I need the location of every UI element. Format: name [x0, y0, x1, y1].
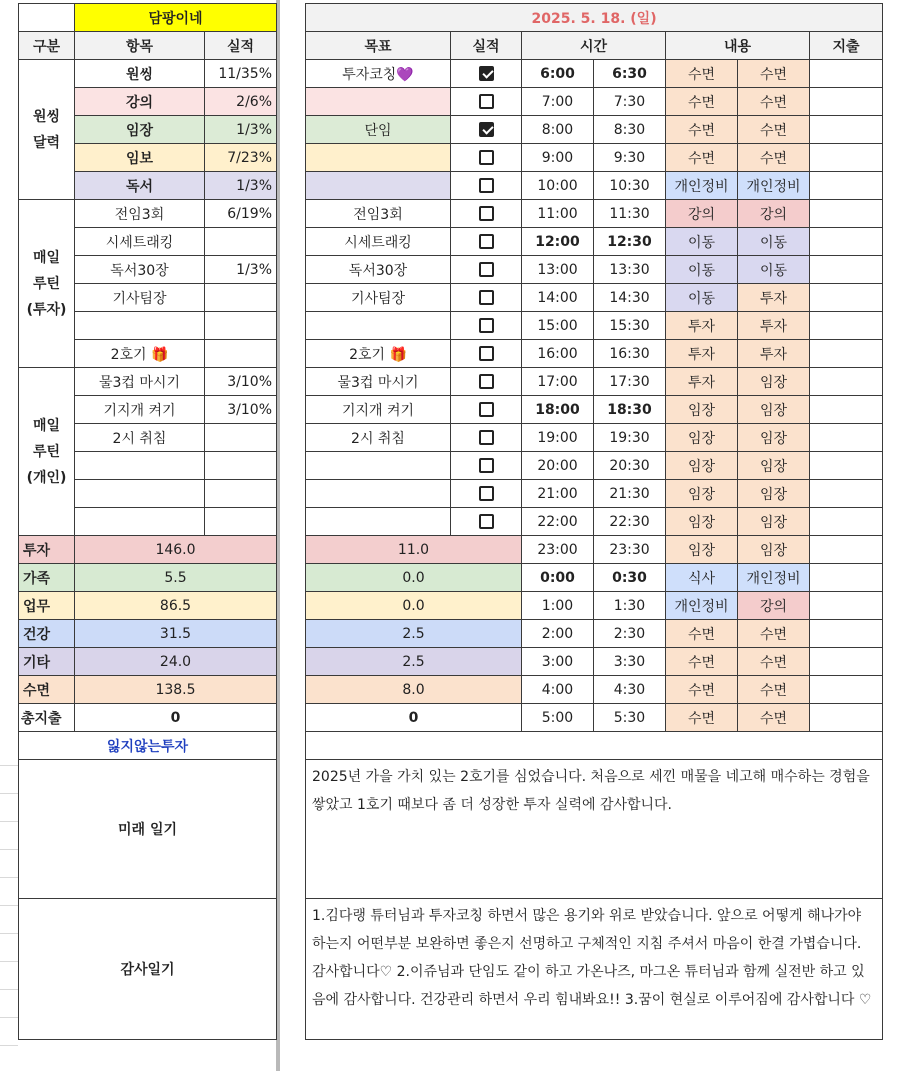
content-cell[interactable]: 개인정비 [738, 172, 810, 200]
item-cell[interactable] [75, 480, 205, 508]
end-time-cell[interactable]: 22:30 [594, 508, 666, 536]
result-cell[interactable] [205, 340, 277, 368]
goal-cell[interactable]: 기지개 켜기 [306, 396, 451, 424]
cell-blank[interactable] [19, 4, 75, 32]
content-cell[interactable]: 임장 [738, 508, 810, 536]
end-time-cell[interactable]: 8:30 [594, 116, 666, 144]
expense-cell[interactable] [810, 228, 883, 256]
schedule-row [306, 704, 883, 732]
start-time-cell[interactable]: 11:00 [522, 200, 594, 228]
result-cell[interactable]: 1/3% [205, 172, 277, 200]
content-cell[interactable]: 개인정비 [666, 172, 738, 200]
item-cell[interactable]: 기지개 켜기 [75, 396, 205, 424]
expense-cell[interactable] [810, 116, 883, 144]
result-cell[interactable]: 1/3% [205, 256, 277, 284]
end-time-cell[interactable]: 19:30 [594, 424, 666, 452]
schedule-row [306, 508, 883, 536]
empty-checkbox[interactable] [479, 206, 494, 221]
end-time-cell[interactable]: 15:30 [594, 312, 666, 340]
header-goal[interactable]: 목표 [306, 32, 451, 60]
content-cell[interactable]: 투자 [666, 368, 738, 396]
start-time-cell[interactable]: 22:00 [522, 508, 594, 536]
header-result[interactable]: 실적 [205, 32, 277, 60]
expense-cell[interactable] [810, 172, 883, 200]
item-cell[interactable]: 독서30장 [75, 256, 205, 284]
start-time-cell[interactable]: 1:00 [522, 592, 594, 620]
goal-cell[interactable] [306, 144, 451, 172]
content-cell[interactable]: 수면 [666, 116, 738, 144]
schedule-row [306, 60, 883, 88]
start-time-cell[interactable]: 4:00 [522, 676, 594, 704]
total-label-etc[interactable]: 기타 [19, 648, 75, 676]
total-value-invest[interactable]: 146.0 [75, 536, 277, 564]
expense-cell[interactable] [810, 452, 883, 480]
schedule-row [306, 536, 883, 564]
schedule-row [306, 564, 883, 592]
done-cell[interactable] [451, 172, 522, 200]
item-cell[interactable] [75, 452, 205, 480]
end-time-cell[interactable]: 11:30 [594, 200, 666, 228]
category-label: 매일 루틴 (개인) [26, 417, 67, 486]
start-time-cell[interactable]: 0:00 [522, 564, 594, 592]
goal-cell[interactable] [306, 452, 451, 480]
item-cell[interactable]: 임장 [75, 116, 205, 144]
total-label-family[interactable]: 가족 [19, 564, 75, 592]
expense-cell[interactable] [810, 536, 883, 564]
start-time-cell[interactable]: 13:00 [522, 256, 594, 284]
expense-cell[interactable] [810, 592, 883, 620]
total-label-health[interactable]: 건강 [19, 620, 75, 648]
future-diary-label[interactable]: 미래 일기 [19, 760, 277, 899]
goal-cell[interactable]: 독서30장 [306, 256, 451, 284]
content-cell[interactable]: 임장 [738, 452, 810, 480]
end-time-cell[interactable]: 6:30 [594, 60, 666, 88]
end-time-cell[interactable]: 16:30 [594, 340, 666, 368]
category-total-cell[interactable]: 2.5 [306, 620, 522, 648]
content-cell[interactable]: 수면 [738, 704, 810, 732]
content-cell[interactable]: 임장 [738, 480, 810, 508]
total-label-invest[interactable]: 투자 [19, 536, 75, 564]
end-time-cell[interactable]: 10:30 [594, 172, 666, 200]
checked-checkbox[interactable] [479, 122, 494, 137]
total-label-sleep[interactable]: 수면 [19, 676, 75, 704]
header-category[interactable]: 구분 [19, 32, 75, 60]
content-cell[interactable]: 투자 [738, 312, 810, 340]
schedule-row [306, 368, 883, 396]
item-cell[interactable] [75, 312, 205, 340]
category-total-cell[interactable]: 0 [306, 704, 522, 732]
schedule-row [306, 424, 883, 452]
content-cell[interactable]: 수면 [666, 144, 738, 172]
result-cell[interactable]: 7/23% [205, 144, 277, 172]
result-cell[interactable]: 11/35% [205, 60, 277, 88]
start-time-cell[interactable]: 23:00 [522, 536, 594, 564]
end-time-cell[interactable]: 4:30 [594, 676, 666, 704]
done-cell[interactable] [451, 312, 522, 340]
content-cell[interactable]: 수면 [738, 620, 810, 648]
expense-cell[interactable] [810, 256, 883, 284]
schedule-row [306, 256, 883, 284]
category-routine-personal[interactable] [19, 368, 75, 536]
expense-cell[interactable] [810, 480, 883, 508]
result-cell[interactable]: 3/10% [205, 368, 277, 396]
item-cell[interactable]: 독서 [75, 172, 205, 200]
empty-checkbox[interactable] [479, 290, 494, 305]
content-cell[interactable]: 수면 [666, 620, 738, 648]
content-cell[interactable]: 강의 [666, 200, 738, 228]
expense-cell[interactable] [810, 508, 883, 536]
done-cell[interactable] [451, 200, 522, 228]
content-cell[interactable]: 임장 [666, 480, 738, 508]
result-cell[interactable] [205, 312, 277, 340]
content-cell[interactable]: 임장 [738, 536, 810, 564]
schedule-table [305, 3, 883, 1040]
start-time-cell[interactable]: 19:00 [522, 424, 594, 452]
total-value-family[interactable]: 5.5 [75, 564, 277, 592]
content-cell[interactable]: 수면 [738, 60, 810, 88]
done-cell[interactable] [451, 144, 522, 172]
expense-cell[interactable] [810, 396, 883, 424]
schedule-row [306, 676, 883, 704]
start-time-cell[interactable]: 18:00 [522, 396, 594, 424]
schedule-row [306, 200, 883, 228]
end-time-cell[interactable]: 3:30 [594, 648, 666, 676]
summary-table [18, 3, 277, 1040]
end-time-cell[interactable]: 23:30 [594, 536, 666, 564]
content-cell[interactable]: 임장 [666, 396, 738, 424]
done-cell[interactable] [451, 284, 522, 312]
done-cell[interactable] [451, 88, 522, 116]
header-expense[interactable]: 지출 [810, 32, 883, 60]
schedule-row [306, 144, 883, 172]
empty-checkbox[interactable] [479, 262, 494, 277]
goal-cell[interactable]: 2시 취침 [306, 424, 451, 452]
content-cell[interactable]: 투자 [666, 312, 738, 340]
empty-checkbox[interactable] [479, 234, 494, 249]
goal-cell[interactable]: 물3컵 마시기 [306, 368, 451, 396]
done-cell[interactable] [451, 368, 522, 396]
future-diary-text[interactable]: 2025년 가을 가치 있는 2호기를 심었습니다. 처음으로 세낀 매물을 네고해 매수하는 경험을 쌓았고 1호기 때보다 좀 더 성장한 투자 실력에 감사합니다. [306, 760, 883, 899]
content-cell[interactable]: 임장 [666, 536, 738, 564]
content-cell[interactable]: 이동 [666, 284, 738, 312]
content-cell[interactable]: 수면 [666, 704, 738, 732]
schedule-row [306, 396, 883, 424]
done-cell[interactable] [451, 340, 522, 368]
content-cell[interactable]: 수면 [666, 648, 738, 676]
date-header[interactable]: 2025. 5. 18. (일) [306, 4, 883, 32]
done-cell[interactable] [451, 508, 522, 536]
content-cell[interactable]: 이동 [666, 256, 738, 284]
expense-cell[interactable] [810, 564, 883, 592]
done-cell[interactable] [451, 116, 522, 144]
start-time-cell[interactable]: 3:00 [522, 648, 594, 676]
empty-checkbox[interactable] [479, 430, 494, 445]
empty-checkbox[interactable] [479, 486, 494, 501]
content-cell[interactable]: 이동 [666, 228, 738, 256]
start-time-cell[interactable]: 6:00 [522, 60, 594, 88]
end-time-cell[interactable]: 17:30 [594, 368, 666, 396]
content-cell[interactable]: 수면 [738, 676, 810, 704]
end-time-cell[interactable]: 5:30 [594, 704, 666, 732]
empty-checkbox[interactable] [479, 178, 494, 193]
slogan-cell[interactable]: 잃지않는투자 [19, 732, 277, 760]
end-time-cell[interactable]: 7:30 [594, 88, 666, 116]
total-value-expense[interactable]: 0 [75, 704, 277, 732]
gratitude-diary-text[interactable]: 1.김다랭 튜터님과 투자코칭 하면서 많은 용기와 위로 받았습니다. 앞으로 어떻게 해나가야 하는지 어떤부분 보완하면 좋은지 선명하고 구체적인 지침 주셔서 마음이 한결 가볍습니다. 감사합니다♡ 2.이쥬님과 단임도 같이 하고 가온나즈, 마그온 튜터님과 함께 실전반 하고 있음에 감사합니다. 건강관리 하면서 우리 힘내봐요!! 3.꿈이 현실로 이루어짐에 감사합니다 ♡ [306, 899, 883, 1040]
goal-cell[interactable]: 기사팀장 [306, 284, 451, 312]
done-cell[interactable] [451, 256, 522, 284]
start-time-cell[interactable]: 7:00 [522, 88, 594, 116]
done-cell[interactable] [451, 480, 522, 508]
end-time-cell[interactable]: 1:30 [594, 592, 666, 620]
end-time-cell[interactable]: 21:30 [594, 480, 666, 508]
schedule-row [306, 592, 883, 620]
content-cell[interactable]: 이동 [738, 256, 810, 284]
done-cell[interactable] [451, 424, 522, 452]
end-time-cell[interactable]: 20:30 [594, 452, 666, 480]
goal-cell[interactable]: 시세트래킹 [306, 228, 451, 256]
content-cell[interactable]: 임장 [738, 424, 810, 452]
end-time-cell[interactable]: 9:30 [594, 144, 666, 172]
content-cell[interactable]: 이동 [738, 228, 810, 256]
expense-cell[interactable] [810, 676, 883, 704]
start-time-cell[interactable]: 12:00 [522, 228, 594, 256]
item-cell[interactable]: 물3컵 마시기 [75, 368, 205, 396]
result-cell[interactable] [205, 452, 277, 480]
start-time-cell[interactable]: 5:00 [522, 704, 594, 732]
empty-checkbox[interactable] [479, 402, 494, 417]
result-cell[interactable] [205, 508, 277, 536]
goal-cell[interactable] [306, 312, 451, 340]
category-total-cell[interactable]: 2.5 [306, 648, 522, 676]
start-time-cell[interactable]: 21:00 [522, 480, 594, 508]
schedule-row [306, 116, 883, 144]
item-cell[interactable]: 전임3회 [75, 200, 205, 228]
expense-cell[interactable] [810, 340, 883, 368]
total-label-expense[interactable]: 총지출 [19, 704, 75, 732]
checked-checkbox[interactable] [479, 66, 494, 81]
content-cell[interactable]: 강의 [738, 200, 810, 228]
item-cell[interactable]: 기사팀장 [75, 284, 205, 312]
start-time-cell[interactable]: 15:00 [522, 312, 594, 340]
header-done[interactable]: 실적 [451, 32, 522, 60]
content-cell[interactable]: 강의 [738, 592, 810, 620]
content-cell[interactable]: 수면 [738, 144, 810, 172]
category-total-cell[interactable]: 0.0 [306, 564, 522, 592]
start-time-cell[interactable]: 10:00 [522, 172, 594, 200]
expense-cell[interactable] [810, 200, 883, 228]
start-time-cell[interactable]: 8:00 [522, 116, 594, 144]
item-cell[interactable]: 2호기 🎁 [75, 340, 205, 368]
result-cell[interactable] [205, 424, 277, 452]
done-cell[interactable] [451, 396, 522, 424]
start-time-cell[interactable]: 9:00 [522, 144, 594, 172]
result-cell[interactable] [205, 284, 277, 312]
item-cell[interactable]: 원씽 [75, 60, 205, 88]
done-cell[interactable] [451, 228, 522, 256]
content-cell[interactable]: 수면 [738, 116, 810, 144]
item-cell[interactable] [75, 508, 205, 536]
result-cell[interactable]: 1/3% [205, 116, 277, 144]
content-cell[interactable]: 투자 [738, 284, 810, 312]
end-time-cell[interactable]: 14:30 [594, 284, 666, 312]
empty-checkbox[interactable] [479, 514, 494, 529]
content-cell[interactable]: 개인정비 [666, 592, 738, 620]
content-cell[interactable]: 수면 [666, 88, 738, 116]
category-total-cell[interactable]: 11.0 [306, 536, 522, 564]
schedule-row [306, 452, 883, 480]
content-cell[interactable]: 임장 [666, 452, 738, 480]
end-time-cell[interactable]: 12:30 [594, 228, 666, 256]
end-time-cell[interactable]: 0:30 [594, 564, 666, 592]
empty-checkbox[interactable] [479, 94, 494, 109]
schedule-row [306, 620, 883, 648]
start-time-cell[interactable]: 20:00 [522, 452, 594, 480]
expense-cell[interactable] [810, 312, 883, 340]
schedule-row [306, 648, 883, 676]
category-total-cell[interactable]: 8.0 [306, 676, 522, 704]
schedule-row [306, 88, 883, 116]
content-cell[interactable]: 수면 [738, 648, 810, 676]
content-cell[interactable]: 임장 [738, 396, 810, 424]
start-time-cell[interactable]: 14:00 [522, 284, 594, 312]
start-time-cell[interactable]: 2:00 [522, 620, 594, 648]
schedule-row [306, 172, 883, 200]
total-value-sleep[interactable]: 138.5 [75, 676, 277, 704]
content-cell[interactable]: 투자 [738, 340, 810, 368]
schedule-row [306, 312, 883, 340]
content-cell[interactable]: 식사 [666, 564, 738, 592]
start-time-cell[interactable]: 16:00 [522, 340, 594, 368]
total-value-work[interactable]: 86.5 [75, 592, 277, 620]
goal-cell[interactable] [306, 508, 451, 536]
content-cell[interactable]: 수면 [666, 60, 738, 88]
content-cell[interactable]: 임장 [738, 368, 810, 396]
expense-cell[interactable] [810, 704, 883, 732]
item-cell[interactable]: 강의 [75, 88, 205, 116]
category-label: 원씽 달력 [32, 108, 61, 151]
total-value-health[interactable]: 31.5 [75, 620, 277, 648]
category-label: 매일 루틴 (투자) [26, 249, 67, 318]
empty-checkbox[interactable] [479, 150, 494, 165]
category-routine-invest[interactable] [19, 200, 75, 368]
content-cell[interactable]: 임장 [666, 508, 738, 536]
item-cell[interactable]: 2시 취침 [75, 424, 205, 452]
total-value-etc[interactable]: 24.0 [75, 648, 277, 676]
expense-cell[interactable] [810, 620, 883, 648]
expense-cell[interactable] [810, 88, 883, 116]
content-cell[interactable]: 임장 [666, 424, 738, 452]
end-time-cell[interactable]: 2:30 [594, 620, 666, 648]
header-time[interactable]: 시간 [522, 32, 666, 60]
goal-cell[interactable]: 투자코칭💜 [306, 60, 451, 88]
item-cell[interactable]: 임보 [75, 144, 205, 172]
goal-cell[interactable]: 단임 [306, 116, 451, 144]
schedule-row [306, 228, 883, 256]
end-time-cell[interactable]: 13:30 [594, 256, 666, 284]
content-cell[interactable]: 수면 [666, 676, 738, 704]
content-cell[interactable]: 수면 [738, 88, 810, 116]
content-cell[interactable]: 투자 [666, 340, 738, 368]
expense-cell[interactable] [810, 60, 883, 88]
expense-cell[interactable] [810, 144, 883, 172]
schedule-row [306, 480, 883, 508]
goal-cell[interactable]: 전임3회 [306, 200, 451, 228]
result-cell[interactable]: 2/6% [205, 88, 277, 116]
category-oneThing[interactable] [19, 60, 75, 200]
expense-cell[interactable] [810, 284, 883, 312]
end-time-cell[interactable]: 18:30 [594, 396, 666, 424]
goal-cell[interactable] [306, 480, 451, 508]
empty-checkbox[interactable] [479, 374, 494, 389]
done-cell[interactable] [451, 452, 522, 480]
goal-cell[interactable] [306, 172, 451, 200]
result-cell[interactable]: 3/10% [205, 396, 277, 424]
category-total-cell[interactable]: 0.0 [306, 592, 522, 620]
sheet-title[interactable]: 담팡이네 [75, 4, 277, 32]
goal-cell[interactable] [306, 88, 451, 116]
header-content[interactable]: 내용 [666, 32, 810, 60]
goal-cell[interactable]: 2호기 🎁 [306, 340, 451, 368]
gratitude-label[interactable]: 감사일기 [19, 899, 277, 1040]
start-time-cell[interactable]: 17:00 [522, 368, 594, 396]
expense-cell[interactable] [810, 648, 883, 676]
blank-row-cell[interactable] [306, 732, 883, 760]
schedule-row [306, 340, 883, 368]
result-cell[interactable]: 6/19% [205, 200, 277, 228]
expense-cell[interactable] [810, 368, 883, 396]
empty-checkbox[interactable] [479, 458, 494, 473]
result-cell[interactable] [205, 228, 277, 256]
header-item[interactable]: 항목 [75, 32, 205, 60]
empty-checkbox[interactable] [479, 346, 494, 361]
result-cell[interactable] [205, 480, 277, 508]
content-cell[interactable]: 개인정비 [738, 564, 810, 592]
total-label-work[interactable]: 업무 [19, 592, 75, 620]
expense-cell[interactable] [810, 424, 883, 452]
done-cell[interactable] [451, 60, 522, 88]
schedule-row [306, 284, 883, 312]
sheet-gridlines [0, 0, 18, 1071]
item-cell[interactable]: 시세트래킹 [75, 228, 205, 256]
empty-checkbox[interactable] [479, 318, 494, 333]
